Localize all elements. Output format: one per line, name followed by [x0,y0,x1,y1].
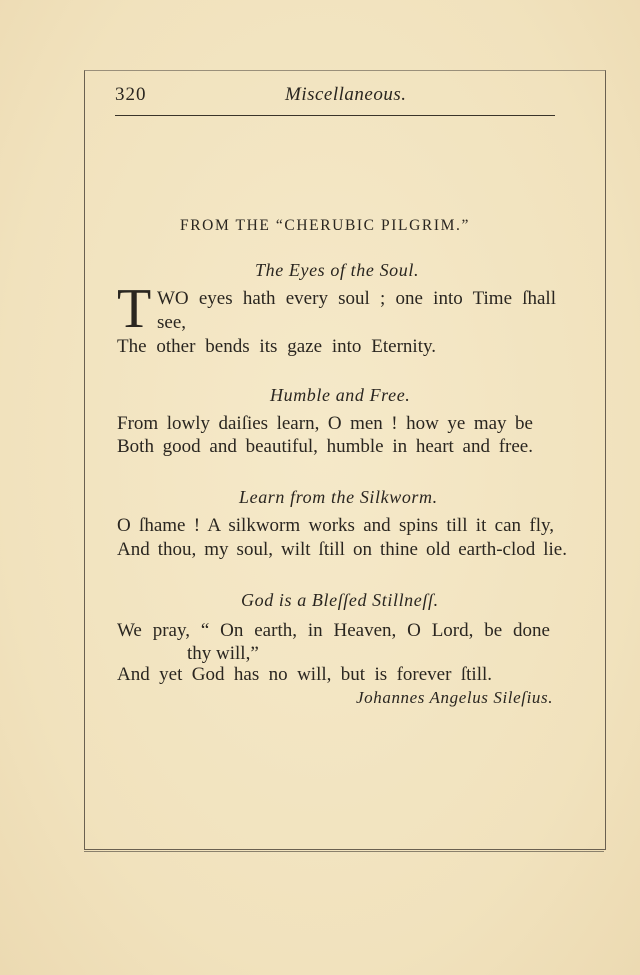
poem-line: From lowly daiſies learn, O men ! how ye may be [117,413,533,434]
poem-line: The other bends its gaze into Eternity. [117,336,436,357]
page-border-bottom-rule [84,851,604,852]
poem-line: thy will,” [187,643,259,664]
poem-heading-learn-from-the-silkworm: Learn from the Silkworm. [239,487,438,507]
poem-line: And yet God has no will, but is forever ſtill. [117,664,492,685]
attribution: Johannes Angelus Sileſius. [356,688,554,707]
poem-heading-god-is-a-blessed-stillness: God is a Bleſſed Stillneſſ. [241,590,439,610]
page-number: 320 [115,84,147,105]
page-border [84,70,606,850]
poem-heading-humble-and-free: Humble and Free. [270,385,411,405]
poem-line: We pray, “ On earth, in Heaven, O Lord, be done [117,620,550,641]
running-head [115,80,555,110]
poem-line: And thou, my soul, wilt ſtill on thine old earth-clod lie. [117,539,567,560]
poem-line: Both good and beautiful, humble in heart and free. [117,436,533,457]
poem-line: see, [157,312,187,333]
poem-line: O ſhame ! A silkworm works and spins till it can fly, [117,515,554,536]
running-head-rule [115,115,555,116]
running-head-title: Miscellaneous. [285,84,407,105]
poem-heading-eyes-of-the-soul: The Eyes of the Soul. [255,260,420,280]
section-title: FROM THE “CHERUBIC PILGRIM.” [180,217,470,234]
drop-cap: T [117,278,152,340]
poem-line: WO eyes hath every soul ; one into Time ſhall [157,288,556,309]
